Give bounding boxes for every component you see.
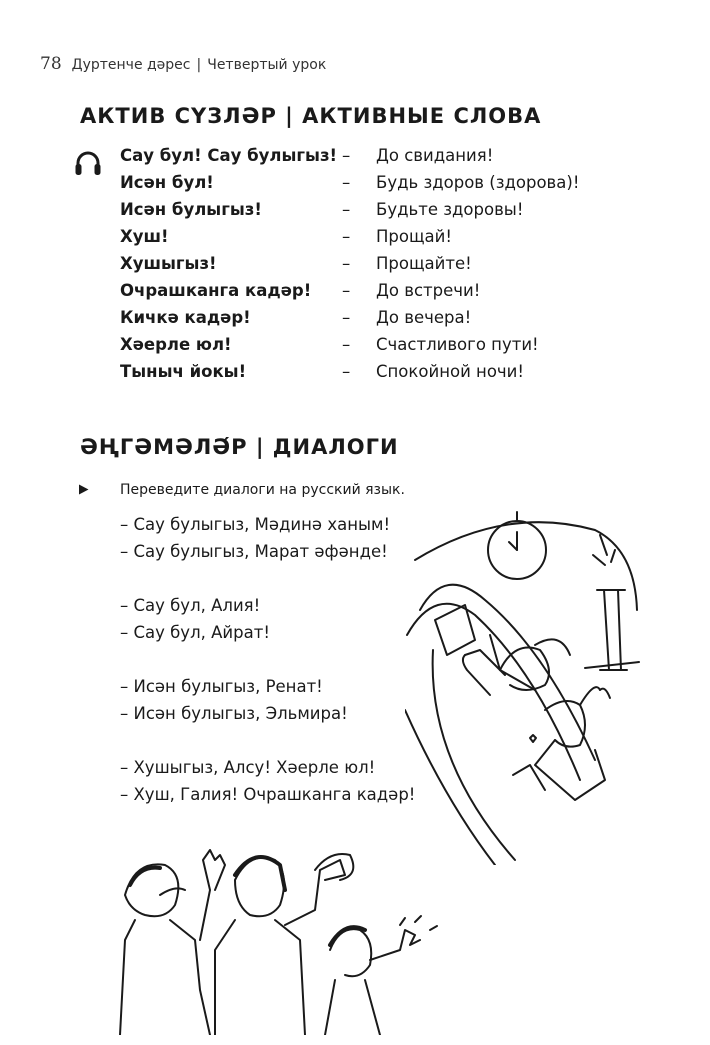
- vocab-translation: Счастливого пути!: [376, 335, 539, 354]
- dialogue-spacer: [120, 731, 415, 758]
- book-title: Дуртенче дәрес: [71, 57, 191, 73]
- dialogue-line: – Сау булыгыз, Мәдинә ханым!: [120, 515, 391, 534]
- vocab-translation: Прощайте!: [376, 254, 472, 273]
- vocab-word: Исән бул!: [120, 173, 214, 192]
- dialogue-line: – Хуш, Галия! Очрашканга кадәр!: [120, 785, 416, 804]
- vocab-dash: –: [342, 200, 351, 219]
- vocab-dash: –: [342, 308, 351, 327]
- dialogue-spacer: [120, 569, 415, 596]
- vocab-dash: –: [342, 146, 351, 165]
- vocab-translation: Спокойной ночи!: [376, 362, 525, 381]
- vocab-row: [120, 281, 600, 308]
- instruction-text: Переведите диалоги на русский язык.: [120, 482, 405, 498]
- vocab-translation: Прощай!: [376, 227, 452, 246]
- dialogue-line: – Исән булыгыз, Ренат!: [120, 677, 323, 696]
- vocab-word: Хушыгыз!: [120, 254, 217, 273]
- dialogue-line: – Сау бул, Алия!: [120, 596, 261, 615]
- dialogue-line: – Исән булыгыз, Эльмира!: [120, 704, 348, 723]
- vocab-row: [120, 362, 600, 389]
- headphones-icon[interactable]: [74, 150, 102, 176]
- vocab-dash: –: [342, 227, 351, 246]
- train-window-farewell-illustration: [405, 510, 645, 865]
- vocab-translation: До свидания!: [376, 146, 494, 165]
- vocab-row: [120, 200, 600, 227]
- vocab-row: [120, 335, 600, 362]
- vocab-word: Очрашканга кадәр!: [120, 281, 312, 300]
- vocab-dash: –: [342, 281, 351, 300]
- vocab-translation: До вечера!: [376, 308, 472, 327]
- vocab-dash: –: [342, 362, 351, 381]
- header-separator: |: [196, 57, 202, 73]
- vocab-section-title: АКТИВ СҮЗЛӘР | АКТИВНЫЕ СЛОВА: [80, 104, 542, 128]
- vocab-word: Тыныч йокы!: [120, 362, 247, 381]
- dialogue-spacer: [120, 650, 415, 677]
- vocab-row: [120, 308, 600, 335]
- vocab-row: [120, 146, 600, 173]
- dialogue-list: [120, 515, 415, 812]
- vocab-row: [120, 227, 600, 254]
- vocab-row: [120, 173, 600, 200]
- vocab-translation: Будьте здоровы!: [376, 200, 524, 219]
- vocab-translation: До встречи!: [376, 281, 481, 300]
- dialog-section-title: ӘҢГӘМӘЛӘ́Р | ДИАЛОГИ: [80, 435, 399, 459]
- waving-people-illustration: [115, 830, 445, 1035]
- vocab-dash: –: [342, 254, 351, 273]
- vocab-translation: Будь здоров (здорова)!: [376, 173, 580, 192]
- vocab-dash: –: [342, 335, 351, 354]
- vocab-word: Сау бул! Сау булыгыз!: [120, 146, 338, 165]
- bullet-arrow-icon: [78, 484, 89, 495]
- vocab-dash: –: [342, 173, 351, 192]
- vocab-list: [120, 146, 600, 389]
- vocab-word: Кичкә кадәр!: [120, 308, 251, 327]
- vocab-word: Хуш!: [120, 227, 169, 246]
- dialogue-line: – Хушыгыз, Алсу! Хәерле юл!: [120, 758, 376, 777]
- dialogue-line: – Сау булыгыз, Марат әфәнде!: [120, 542, 388, 561]
- vocab-word: Исән булыгыз!: [120, 200, 262, 219]
- dialogue-line: – Сау бул, Айрат!: [120, 623, 270, 642]
- page-header: [40, 54, 326, 74]
- lesson-title: Четвертый урок: [207, 57, 327, 73]
- vocab-word: Хәерле юл!: [120, 335, 232, 354]
- vocab-row: [120, 254, 600, 281]
- page-number: 78: [40, 54, 62, 74]
